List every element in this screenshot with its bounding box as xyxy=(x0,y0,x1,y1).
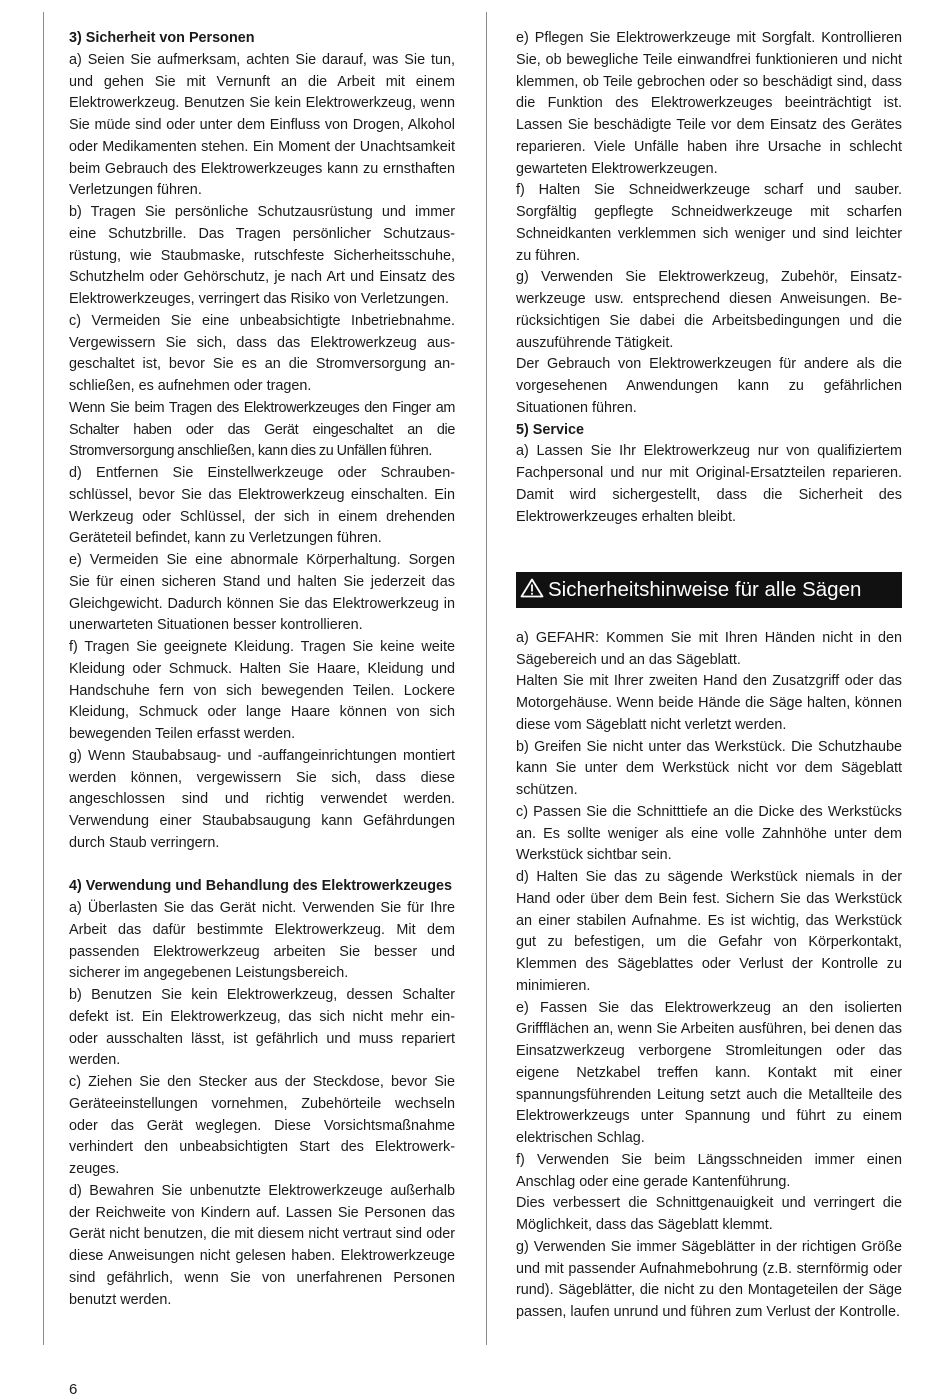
spacer xyxy=(516,550,902,572)
right-column xyxy=(516,28,902,1324)
paragraph: c) Vermeiden Sie eine unbeabsichtigte Inbetriebnahme. Vergewissern Sie sich, dass das Elektrowerkzeug ausgeschaltet ist, bevor Sie es an die Stromversorgung anschließen, es aufnehmen oder tragen. xyxy=(69,312,455,394)
paragraph: f) Tragen Sie geeignete Kleidung. Tragen Sie keine weite Kleidung oder Schmuck. Halten Sie Haare, Kleidung und Handschuhe fern von sich bewegenden Teilen. Lockere Kleidung, Schmuck oder lange Haare können von sich bewegenden Teilen erfasst werden. xyxy=(69,639,455,742)
spacer xyxy=(516,528,902,550)
paragraph: c) Passen Sie die Schnitttiefe an die Dicke des Werkstücks an. Es sollte weniger als eine volle Zahnhöhe unter dem Werkstück sichtbar sein. xyxy=(516,803,902,864)
paragraph: d) Bewahren Sie unbenutzte Elektrowerkzeuge außerhalb der Reichweite von Kindern auf. Lassen Sie Personen das Gerät nicht benutzen, die mit diesem nicht vertraut sind oder diese Anweisungen nicht gelesen haben. Elektrowerkzeuge sind gefährlich, wenn Sie von unerfahrenen Personen benutzt werden. xyxy=(69,1182,455,1308)
right-column-bottom-section xyxy=(516,628,902,1324)
paragraph: a) Lassen Sie Ihr Elektrowerkzeug nur von qualifiziertem Fachpersonal und nur mit Original-Ersatzteilen reparieren. Damit wird sichergestellt, dass die Sicherheit des Elektrowerkzeuges erhalten bleibt. xyxy=(516,443,902,525)
page-number: 6 xyxy=(69,1381,78,1398)
paragraph: d) Halten Sie das zu sägende Werkstück niemals in der Hand oder über dem Bein fest. Sichern Sie das Werkstück an einer stabilen Aufnahme. Es ist wichtig, das Werkstück gut zu befestigen, um die Gefahr von Körperkontakt, Klemmen des Sägeblattes oder Verlust der Kontrolle zu minimieren. xyxy=(516,869,902,994)
paragraph: Wenn Sie beim Tragen des Elektrowerkzeuges den Finger am Schalter haben oder das Gerät eingeschaltet an die Stromversorgung anschließen, kann dies zu Unfällen führen. xyxy=(69,399,455,460)
section-heading: 3) Sicherheit von Personen xyxy=(69,30,255,46)
column-divider-rule xyxy=(486,12,487,1345)
paragraph: d) Entfernen Sie Einstellwerkzeuge oder Schraubenschlüssel, bevor Sie das Elektrowerkzeug einschalten. Ein Werkzeug oder Schlüssel, der sich in einem drehenden Geräteteil befindet, kann zu Verletzungen führen. xyxy=(69,465,455,547)
paragraph: e) Pflegen Sie Elektrowerkzeuge mit Sorgfalt. Kontrollieren Sie, ob bewegliche Teile einwandfrei funktionieren und nicht klemmen, ob Teile gebrochen oder so beschädigt sind, dass die Funktion des Elektrowerkzeuges beeinträchtigt ist. Lassen Sie beschädigte Teile vor dem Einsatz des Gerätes reparieren. Viele Unfälle haben ihre Ursache in schlecht gewarteten Elektrowerkzeugen. xyxy=(516,30,902,177)
paragraph: f) Verwenden Sie beim Längsschneiden immer einen Anschlag oder eine gerade Kantenführung. xyxy=(516,1151,902,1190)
left-column xyxy=(69,28,455,1311)
spacer xyxy=(69,855,455,877)
section-heading: 4) Verwendung und Behandlung des Elektrowerkzeuges xyxy=(69,878,453,895)
paragraph: Der Gebrauch von Elektrowerkzeugen für andere als die vorgesehenen Anwendungen kann zu gefährlichen Situationen führen. xyxy=(516,356,902,416)
right-column-top-section xyxy=(516,28,902,528)
paragraph: b) Tragen Sie persönliche Schutzausrüstung und immer eine Schutzbrille. Das Tragen persönlicher Schutzausrüstung, wie Staubmaske, rutschfeste Sicherheitsschuhe, Schutzhelm oder Gehörschutz, je nach Art und Einsatz des Elektrowerkzeuges, verringert das Risiko von Verletzungen. xyxy=(69,204,455,307)
paragraph: c) Ziehen Sie den Stecker aus der Steckdose, bevor Sie Geräteeinstellungen vornehmen, Zubehörteile wechseln oder das Gerät weglegen. Diese Vorsichtsmaßnahme verhindert den unbeabsichtigten Start des Elektrowerkzeuges. xyxy=(69,1074,455,1177)
paragraph: a) GEFAHR: Kommen Sie mit Ihren Händen nicht in den Sägebereich und an das Sägeblatt. xyxy=(516,629,902,668)
section-heading: 5) Service xyxy=(516,421,585,438)
paragraph: e) Fassen Sie das Elektrowerkzeug an den isolierten Griffflächen an, wenn Sie Arbeiten ausführen, bei denen das Einsatzwerkzeug verborgene Stromleitungen oder das eigene Netzkabel treffen kann. Kontakt mit einer spannungsführenden Leitung setzt auch die Metallteile des Elektrowerkzeugs unter Spannung und führt zu einem elektrischen Schlag. xyxy=(516,999,902,1146)
paragraph: a) Seien Sie aufmerksam, achten Sie darauf, was Sie tun, und gehen Sie mit Vernunft an die Arbeit mit einem Elektrowerkzeug. Benutzen Sie kein Elektrowerkzeug, wenn Sie müde sind oder unter dem Einfluss von Drogen, Alkohol oder Medikamenten stehen. Ein Moment der Unachtsamkeit beim Gebrauch des Elektrowerkzeuges kann zu ernsthaften Verletzungen führen. xyxy=(69,51,455,199)
warning-triangle-icon xyxy=(520,578,544,598)
paragraph: e) Vermeiden Sie eine abnormale Körperhaltung. Sorgen Sie für einen sicheren Stand und halten Sie jederzeit das Gleichgewicht. Dadurch können Sie das Elektrowerkzeug in unerwarteten Situationen besser kontrollieren. xyxy=(69,552,455,634)
paragraph: Dies verbessert die Schnittgenauigkeit und verringert die Möglichkeit, dass das Sägeblatt klemmt. xyxy=(516,1195,902,1233)
left-margin-rule xyxy=(43,12,44,1345)
paragraph: g) Verwenden Sie immer Sägeblätter in der richtigen Größe und mit passender Aufnahmebohrung (z.B. sternförmig oder rund). Sägeblätter, die nicht zu den Montageteilen der Säge passen, laufen unrund und führen zum Verlust der Kontrolle. xyxy=(516,1238,902,1320)
paragraph: Halten Sie mit Ihrer zweiten Hand den Zusatzgriff oder das Motorgehäuse. Wenn beide Hände die Säge halten, können diese vom Sägeblatt nicht verletzt werden. xyxy=(516,673,902,733)
paragraph: g) Verwenden Sie Elektrowerkzeug, Zubehör, Einsatzwerkzeuge usw. entsprechend diesen Anweisungen. Berücksichtigen Sie dabei die Arbeitsbedingungen und die auszuführende Tätigkeit. xyxy=(516,269,902,351)
paragraph: a) Überlasten Sie das Gerät nicht. Verwenden Sie für Ihre Arbeit das dafür bestimmte Elektrowerkzeug. Mit dem passenden Elektrowerkzeug arbeiten Sie besser und sicherer im angegebenen Leistungsbereich. xyxy=(69,900,455,982)
paragraph: b) Greifen Sie nicht unter das Werkstück. Die Schutzhaube kann Sie unter dem Werkstück nicht vor dem Sägeblatt schützen. xyxy=(516,738,902,798)
section-banner xyxy=(516,572,902,608)
paragraph: b) Benutzen Sie kein Elektrowerkzeug, dessen Schalter defekt ist. Ein Elektrowerkzeug, das sich nicht mehr ein- oder ausschalten lässt, ist gefährlich und muss repariert werden. xyxy=(69,987,455,1069)
paragraph: g) Wenn Staubabsaug- und -auffangeinrichtungen montiert werden können, vergewissern Sie sich, dass diese angeschlossen sind und richtig verwendet werden. Verwendung einer Staubabsaugung kann Gefährdungen durch Staub verringern. xyxy=(69,747,455,851)
paragraph: f) Halten Sie Schneidwerkzeuge scharf und sauber. Sorgfältig gepflegte Schneidwerkzeuge mit scharfen Schneidkanten verklemmen sich weniger und sind leichter zu führen. xyxy=(516,182,902,264)
banner-title: Sicherheitshinweise für alle Sägen xyxy=(548,577,862,601)
